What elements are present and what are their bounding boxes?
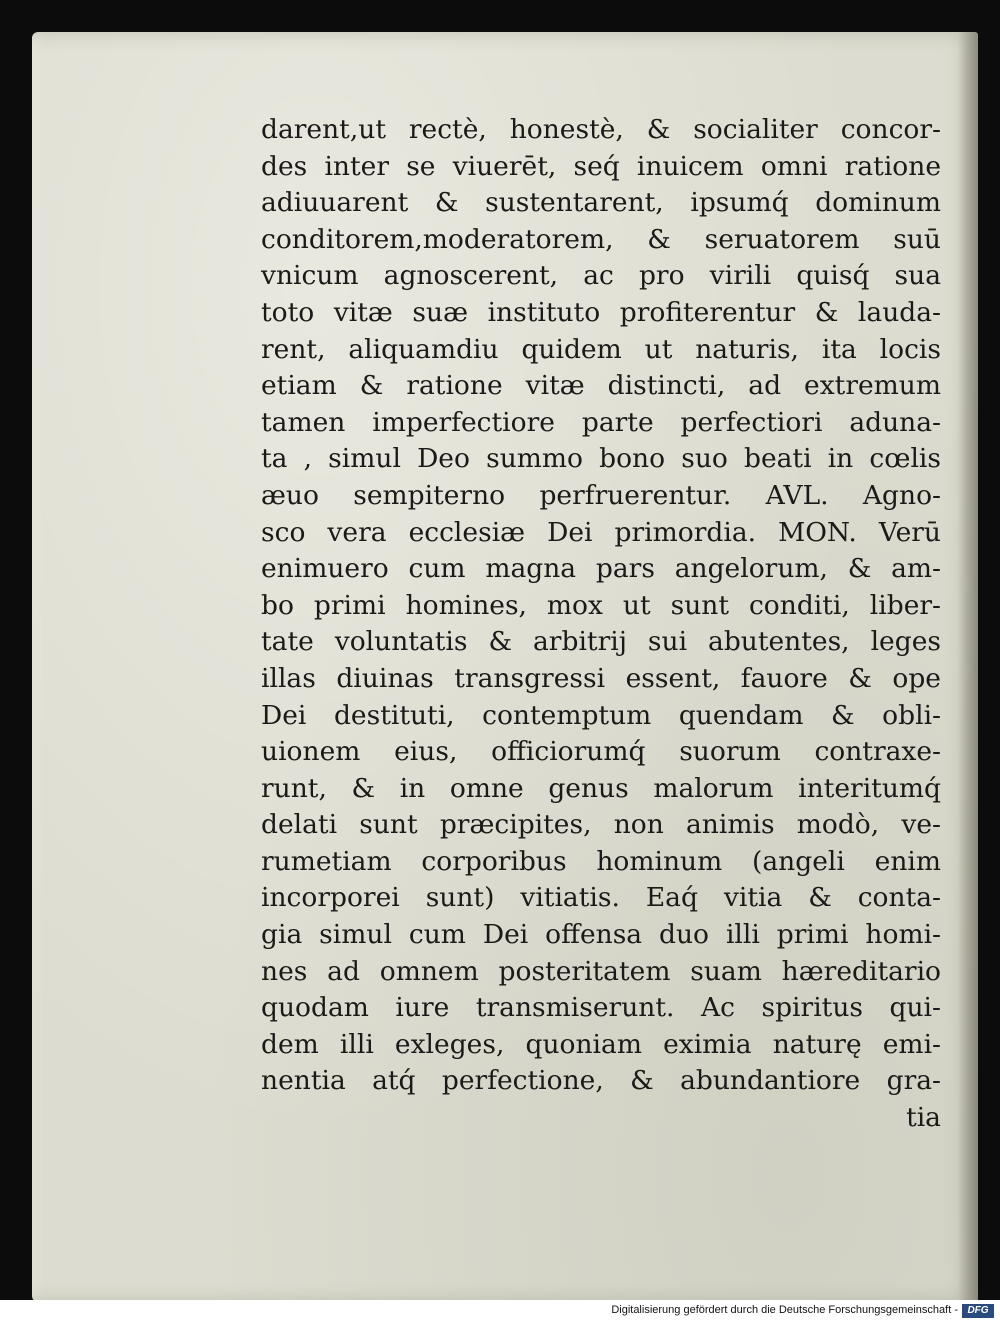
funding-credit: Digitalisierung gefördert durch die Deutsche Forschungsgemeinschaft - <box>611 1304 958 1316</box>
text-line: des inter se viuerēt, seq́ inuicem omni ratione <box>261 150 941 182</box>
text-line: adiuuarent & sustentarent, ipsumq́ dominum <box>261 187 941 219</box>
footer-bar <box>0 1300 1000 1322</box>
text-line: tate voluntatis & arbitrij sui abutentes, leges <box>261 626 941 658</box>
text-line: Dei destituti, contemptum quendam & obli- <box>261 699 941 731</box>
text-line: conditorem,moderatorem, & seruatorem suū <box>261 223 941 255</box>
text-line: toto vitæ suæ instituto profiterentur & lauda- <box>261 296 941 328</box>
text-line: rent, aliquamdiu quidem ut naturis, ita locis <box>261 333 941 365</box>
text-line: nes ad omnem posteritatem suam hæreditario <box>261 955 941 987</box>
catchword: tia <box>906 1102 941 1134</box>
text-line: darent,ut rectè, honestè, & socialiter concor- <box>261 114 941 145</box>
text-line: dem illi exleges, quoniam eximia naturę emi- <box>261 1028 941 1060</box>
text-line: incorporei sunt) vitiatis. Eaq́ vitia & conta- <box>261 882 941 914</box>
book-page <box>32 32 978 1302</box>
body-text <box>261 112 941 1137</box>
text-line: bo primi homines, mox ut sunt conditi, liber- <box>261 589 941 621</box>
text-line: quodam iure transmiserunt. Ac spiritus qui- <box>261 992 941 1024</box>
text-line: sco vera ecclesiæ Dei primordia. MON. Verū <box>261 516 941 548</box>
text-line: nentia atq́ perfectione, & abundantiore gra- <box>261 1065 941 1097</box>
text-line: runt, & in omne genus malorum interitumq́ <box>261 772 941 804</box>
text-line: vnicum agnoscerent, ac pro virili quisq́ sua <box>261 260 941 292</box>
text-line: tamen imperfectiore parte perfectiori aduna- <box>261 406 941 438</box>
text-line: illas diuinas transgressi essent, fauore & ope <box>261 662 941 694</box>
dfg-logo: DFG <box>962 1304 994 1318</box>
text-line: enimuero cum magna pars angelorum, & am- <box>261 553 941 585</box>
text-line: delati sunt præcipites, non animis modò, ve- <box>261 809 941 841</box>
text-line: etiam & ratione vitæ distincti, ad extremum <box>261 370 941 402</box>
text-line: æuo sempiterno perfruerentur. AVL. Agno- <box>261 479 941 511</box>
page-edge-shadow <box>958 32 978 1302</box>
text-line: gia simul cum Dei offensa duo illi primi homi- <box>261 919 941 951</box>
text-line: ta , simul Deo summo bono suo beati in cœlis <box>261 443 941 475</box>
text-line: uionem eius, officiorumq́ suorum contraxe- <box>261 736 941 768</box>
text-line: rumetiam corporibus hominum (angeli enim <box>261 845 941 877</box>
